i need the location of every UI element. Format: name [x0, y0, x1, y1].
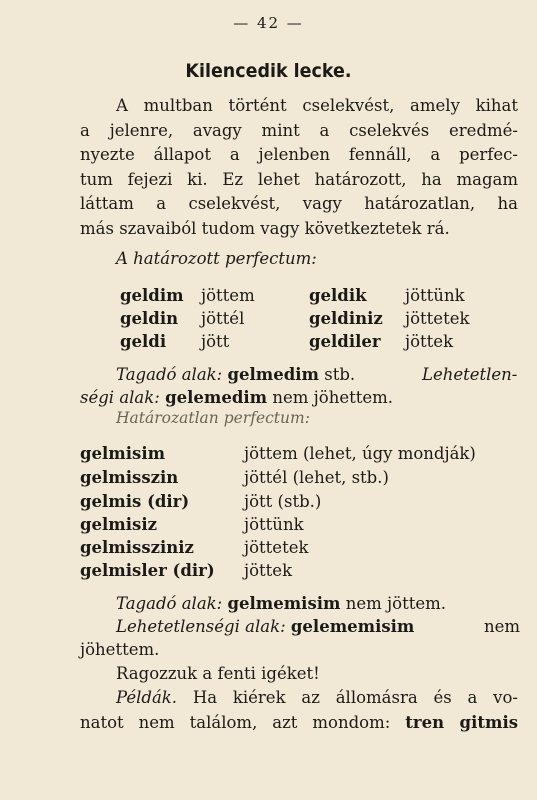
impossible-form-line-2 — [116, 617, 414, 636]
negative-word: gelmemisim — [227, 594, 341, 613]
table-cell: gelmisszin — [80, 468, 179, 487]
examples-line — [80, 711, 518, 736]
page-number: — 42 — — [233, 14, 304, 32]
negative-rest: nem jöttem. — [345, 594, 446, 613]
examples-label: Példák. — [116, 688, 178, 707]
intro-line: tum fejezi ki. Ez lehet határozott, ha magam — [80, 169, 518, 189]
table-cell: jöttünk — [405, 286, 465, 305]
intro-line: láttam a cselekvést, vagy határozatlan, ha — [80, 194, 518, 213]
table-cell: jöttek — [405, 332, 454, 351]
negative-form-line-2 — [116, 594, 446, 613]
table-cell: geldiniz — [309, 309, 383, 328]
table-cell: jöttem (lehet, úgy mondják) — [244, 444, 476, 463]
table-cell: geldiler — [309, 332, 381, 351]
examples-line — [80, 686, 518, 711]
impossible-rest-a: nem — [484, 617, 521, 636]
examples-text: natot nem találom, azt mondom: — [80, 712, 391, 732]
definite-heading: A határozott perfectum: — [116, 249, 317, 268]
negative-label: Tagadó alak: — [116, 365, 223, 384]
indefinite-heading: Határozatlan perfectum: — [116, 409, 310, 427]
table-cell: geldin — [120, 309, 179, 328]
negative-label: Tagadó alak: — [116, 594, 223, 613]
impossible-label-part-a: Lehetetlen- — [422, 365, 518, 384]
impossible-rest: nem jöhettem. — [272, 388, 393, 407]
intro-line: a jelenre, avagy mint a cselekvés eredmé- — [80, 120, 518, 140]
intro-line: nyezte állapot a jelenben fennáll, a perfec- — [80, 145, 518, 164]
table-cell: geldim — [120, 286, 184, 305]
table-cell: jött (stb.) — [244, 492, 322, 511]
table-cell: jöttél (lehet, stb.) — [244, 468, 389, 487]
impossible-label: ségi alak: — [80, 388, 160, 407]
table-cell: jöttünk — [244, 515, 304, 534]
table-cell: gelmissziniz — [80, 538, 194, 557]
drill-instruction: Ragozzuk a fenti igéket! — [116, 664, 320, 683]
table-cell: gelmisiz — [80, 515, 157, 534]
negative-word: gelmedim — [227, 365, 319, 384]
negative-rest: stb. — [324, 365, 356, 384]
negative-form-line-1 — [116, 365, 355, 384]
table-cell: gelmisim — [80, 444, 166, 463]
table-cell: jöttetek — [405, 309, 470, 328]
impossible-word: gelememisim — [290, 617, 415, 636]
intro-paragraph — [80, 94, 518, 241]
impossible-label: Lehetetlenségi alak: — [116, 617, 286, 636]
intro-line: más szavaiból tudom vagy következtetek rá. — [80, 218, 450, 238]
impossible-rest-b: jöhettem. — [80, 640, 160, 659]
examples-text: Ha kiérek az állomásra és a vo- — [192, 688, 518, 707]
table-cell: gelmisler (dir) — [80, 561, 215, 580]
impossible-form-line-1 — [80, 388, 393, 407]
table-cell: jöttetek — [244, 538, 309, 557]
table-cell: gelmis (dir) — [80, 492, 190, 511]
impossible-word: gelemedim — [165, 388, 268, 407]
table-cell: geldik — [309, 286, 367, 305]
examples-phrase: tren gitmis — [405, 712, 518, 732]
intro-line: A multban történt cselekvést, amely kihat — [116, 96, 518, 115]
table-cell: jöttél — [201, 309, 245, 328]
table-cell: jött — [201, 332, 230, 351]
examples-paragraph — [80, 686, 518, 735]
table-cell: jöttem — [201, 286, 255, 305]
table-cell: geldi — [120, 332, 167, 351]
lesson-title: Kilencedik lecke. — [185, 60, 352, 82]
table-cell: jöttek — [244, 561, 293, 580]
